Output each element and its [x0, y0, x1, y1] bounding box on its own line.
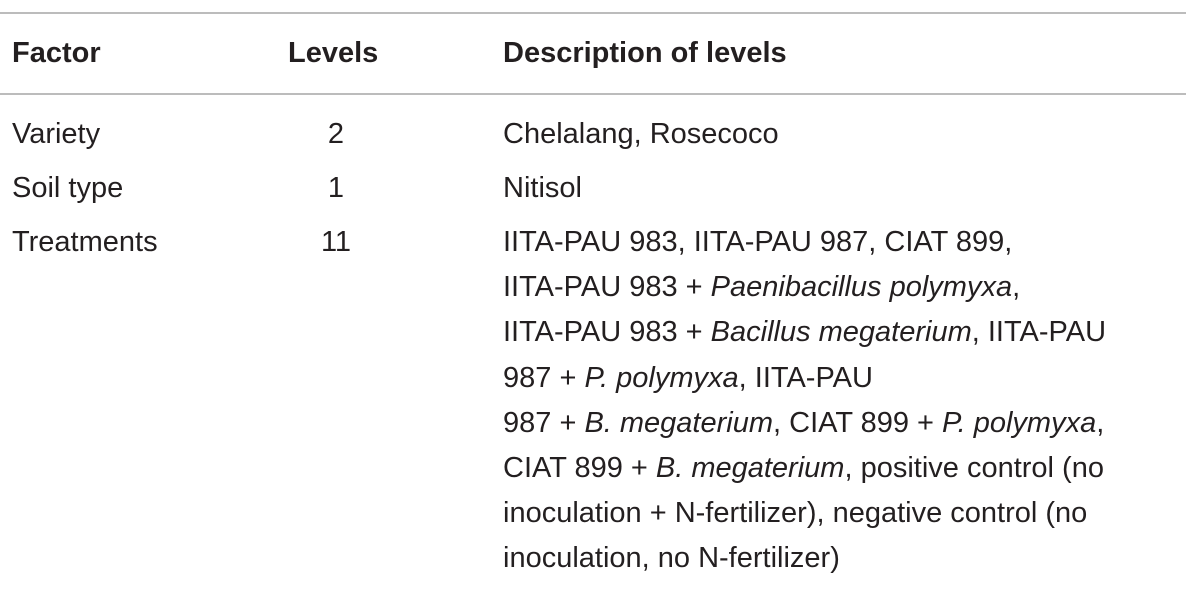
header-factor: Factor — [12, 37, 101, 69]
species-name: B. megaterium — [655, 451, 845, 484]
row-variety-factor: Variety — [12, 118, 101, 150]
description-text: , IITA-PAU — [738, 361, 873, 394]
description-text: , CIAT 899 + — [773, 406, 943, 439]
treatments-description-line — [503, 401, 1106, 446]
row-variety-description: Chelalang, Rosecoco — [503, 118, 779, 150]
description-text: 987 + — [503, 361, 585, 394]
species-name: B. megaterium — [584, 406, 774, 439]
row-soil-factor: Soil type — [12, 172, 124, 204]
species-name: Bacillus megaterium — [710, 316, 972, 349]
treatments-description-line — [503, 356, 1106, 401]
treatments-description-line — [503, 220, 1106, 265]
header-levels: Levels — [288, 37, 379, 69]
species-name: P. polymyxa — [584, 361, 739, 394]
row-variety-levels: 2 — [327, 118, 345, 150]
description-text: IITA-PAU 983 + — [503, 271, 711, 304]
species-name: P. polymyxa — [942, 406, 1097, 439]
description-text: 987 + — [503, 406, 585, 439]
description-text: , positive control (no — [844, 451, 1104, 484]
treatments-description-line — [503, 491, 1106, 536]
species-name: Paenibacillus polymyxa — [710, 271, 1013, 304]
treatments-description-line — [503, 265, 1106, 310]
description-text: , IITA-PAU — [971, 316, 1107, 349]
description-text: IITA-PAU 983 + — [503, 316, 711, 349]
description-text: IITA-PAU 983, IITA-PAU 987, CIAT 899, — [503, 226, 1013, 258]
row-treatments-factor: Treatments — [12, 226, 158, 258]
description-text: , — [1012, 271, 1021, 304]
row-treatments-description — [503, 220, 1106, 582]
description-text: CIAT 899 + — [503, 451, 656, 484]
header-description: Description of levels — [503, 37, 787, 69]
treatments-description-line — [503, 446, 1106, 491]
treatments-description-line — [503, 310, 1106, 355]
table-header-rule — [0, 93, 1186, 95]
description-text: inoculation, no N-fertilizer) — [503, 542, 840, 575]
row-soil-levels: 1 — [327, 172, 345, 204]
table-top-rule — [0, 12, 1186, 14]
row-soil-description: Nitisol — [503, 172, 582, 204]
description-text: inoculation + N-fertilizer), negative control (no — [503, 497, 1088, 530]
row-treatments-levels: 11 — [320, 226, 352, 258]
treatments-description-line — [503, 536, 1106, 581]
description-text: , — [1096, 406, 1105, 439]
